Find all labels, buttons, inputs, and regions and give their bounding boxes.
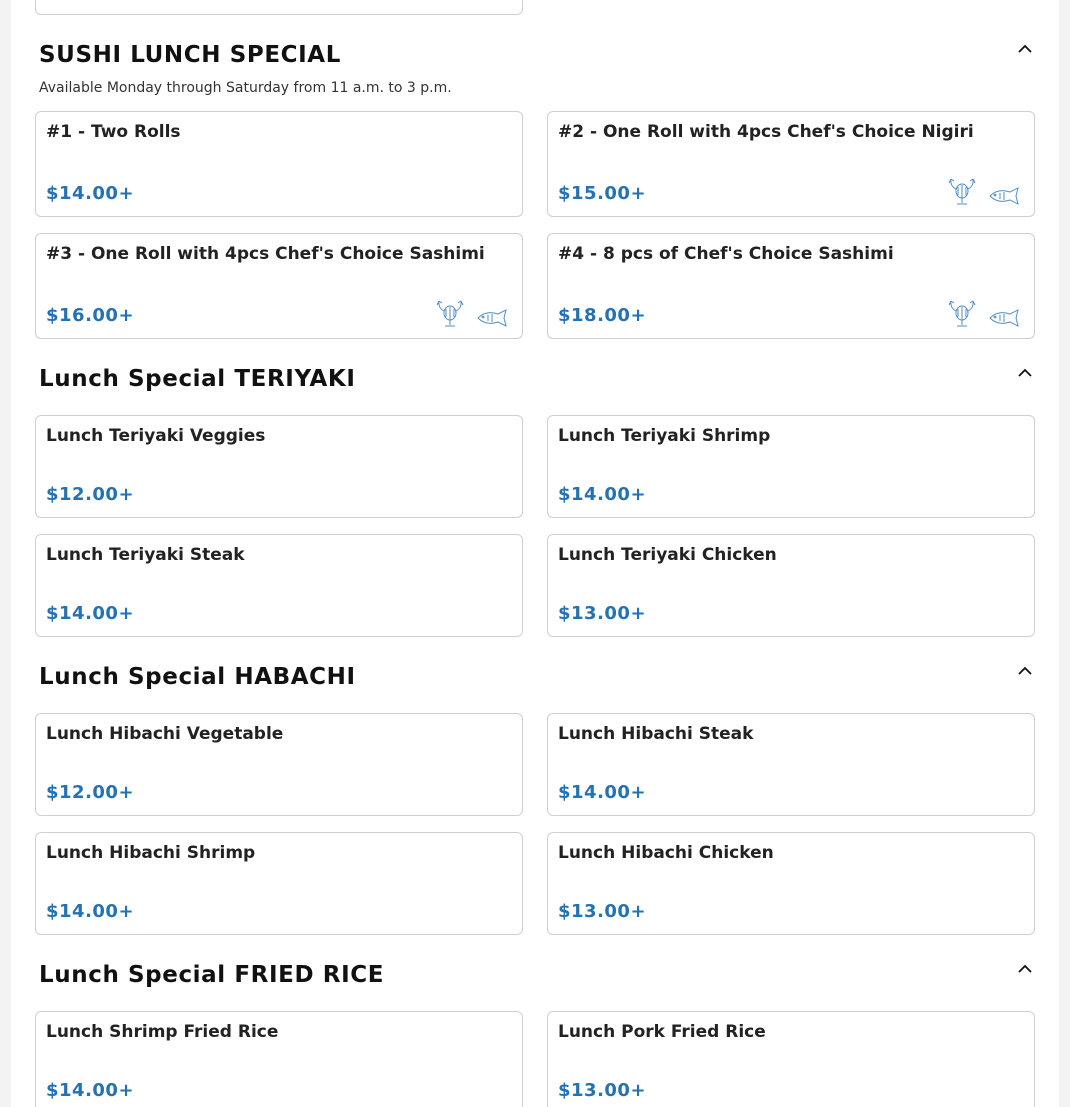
item-name: #1 - Two Rolls bbox=[46, 122, 181, 142]
chevron-up-icon bbox=[1017, 666, 1033, 676]
menu-item-card[interactable] bbox=[547, 415, 1035, 518]
item-price: $12.00+ bbox=[46, 484, 135, 505]
menu-item-card[interactable] bbox=[35, 111, 523, 217]
item-name: Lunch Hibachi Steak bbox=[558, 724, 754, 744]
chevron-up-icon bbox=[1017, 44, 1033, 54]
item-name: #4 - 8 pcs of Chef's Choice Sashimi bbox=[558, 244, 894, 264]
fish-icon bbox=[476, 308, 508, 328]
item-price: $14.00+ bbox=[46, 901, 135, 922]
collapse-button[interactable] bbox=[1014, 362, 1036, 384]
item-name: Lunch Hibachi Vegetable bbox=[46, 724, 284, 744]
collapse-button[interactable] bbox=[1014, 38, 1036, 60]
item-name: #2 - One Roll with 4pcs Chef's Choice Nigiri bbox=[558, 122, 974, 142]
menu-item-card[interactable] bbox=[547, 111, 1035, 217]
menu-item-card[interactable] bbox=[35, 415, 523, 518]
item-price: $13.00+ bbox=[558, 1080, 647, 1101]
menu-item-card[interactable] bbox=[547, 233, 1035, 339]
chevron-up-icon bbox=[1017, 368, 1033, 378]
menu-item-card[interactable] bbox=[35, 832, 523, 935]
menu-item-card[interactable] bbox=[547, 534, 1035, 637]
menu-page bbox=[11, 0, 1059, 1107]
collapse-button[interactable] bbox=[1014, 958, 1036, 980]
menu-item-card[interactable] bbox=[35, 713, 523, 816]
menu-item-card[interactable] bbox=[547, 713, 1035, 816]
item-name: #3 - One Roll with 4pcs Chef's Choice Sashimi bbox=[46, 244, 485, 264]
fish-icon bbox=[988, 186, 1020, 206]
item-price: $15.00+ bbox=[558, 183, 647, 204]
menu-item-card[interactable] bbox=[35, 1011, 523, 1107]
section-subtitle: Available Monday through Saturday from 11 a.m. to 3 p.m. bbox=[39, 80, 452, 96]
section-title: Lunch Special FRIED RICE bbox=[39, 962, 385, 988]
item-name: Lunch Pork Fried Rice bbox=[558, 1022, 766, 1042]
item-name: Lunch Teriyaki Chicken bbox=[558, 545, 777, 565]
shellfish-icon bbox=[434, 298, 466, 328]
item-price: $14.00+ bbox=[558, 484, 647, 505]
item-name: Lunch Hibachi Shrimp bbox=[46, 843, 256, 863]
item-name: Lunch Hibachi Chicken bbox=[558, 843, 774, 863]
item-name: Lunch Shrimp Fried Rice bbox=[46, 1022, 279, 1042]
section-title: SUSHI LUNCH SPECIAL bbox=[39, 42, 341, 68]
fish-icon bbox=[988, 308, 1020, 328]
item-price: $16.00+ bbox=[46, 305, 135, 326]
item-price: $13.00+ bbox=[558, 901, 647, 922]
item-price: $12.00+ bbox=[46, 782, 135, 803]
item-price: $14.00+ bbox=[46, 1080, 135, 1101]
item-name: Lunch Teriyaki Steak bbox=[46, 545, 245, 565]
item-name: Lunch Teriyaki Shrimp bbox=[558, 426, 771, 446]
item-price: $14.00+ bbox=[46, 183, 135, 204]
shellfish-icon bbox=[946, 298, 978, 328]
section-title: Lunch Special HABACHI bbox=[39, 664, 356, 690]
menu-item-card[interactable] bbox=[35, 233, 523, 339]
shellfish-icon bbox=[946, 176, 978, 206]
menu-item-card[interactable] bbox=[35, 0, 523, 15]
menu-item-card[interactable] bbox=[547, 832, 1035, 935]
chevron-up-icon bbox=[1017, 964, 1033, 974]
menu-item-card[interactable] bbox=[35, 534, 523, 637]
collapse-button[interactable] bbox=[1014, 660, 1036, 682]
item-price: $18.00+ bbox=[558, 305, 647, 326]
section-title: Lunch Special TERIYAKI bbox=[39, 366, 356, 392]
item-price: $13.00+ bbox=[558, 603, 647, 624]
item-name: Lunch Teriyaki Veggies bbox=[46, 426, 266, 446]
item-price: $14.00+ bbox=[46, 603, 135, 624]
item-price: $14.00+ bbox=[558, 782, 647, 803]
menu-item-card[interactable] bbox=[547, 1011, 1035, 1107]
